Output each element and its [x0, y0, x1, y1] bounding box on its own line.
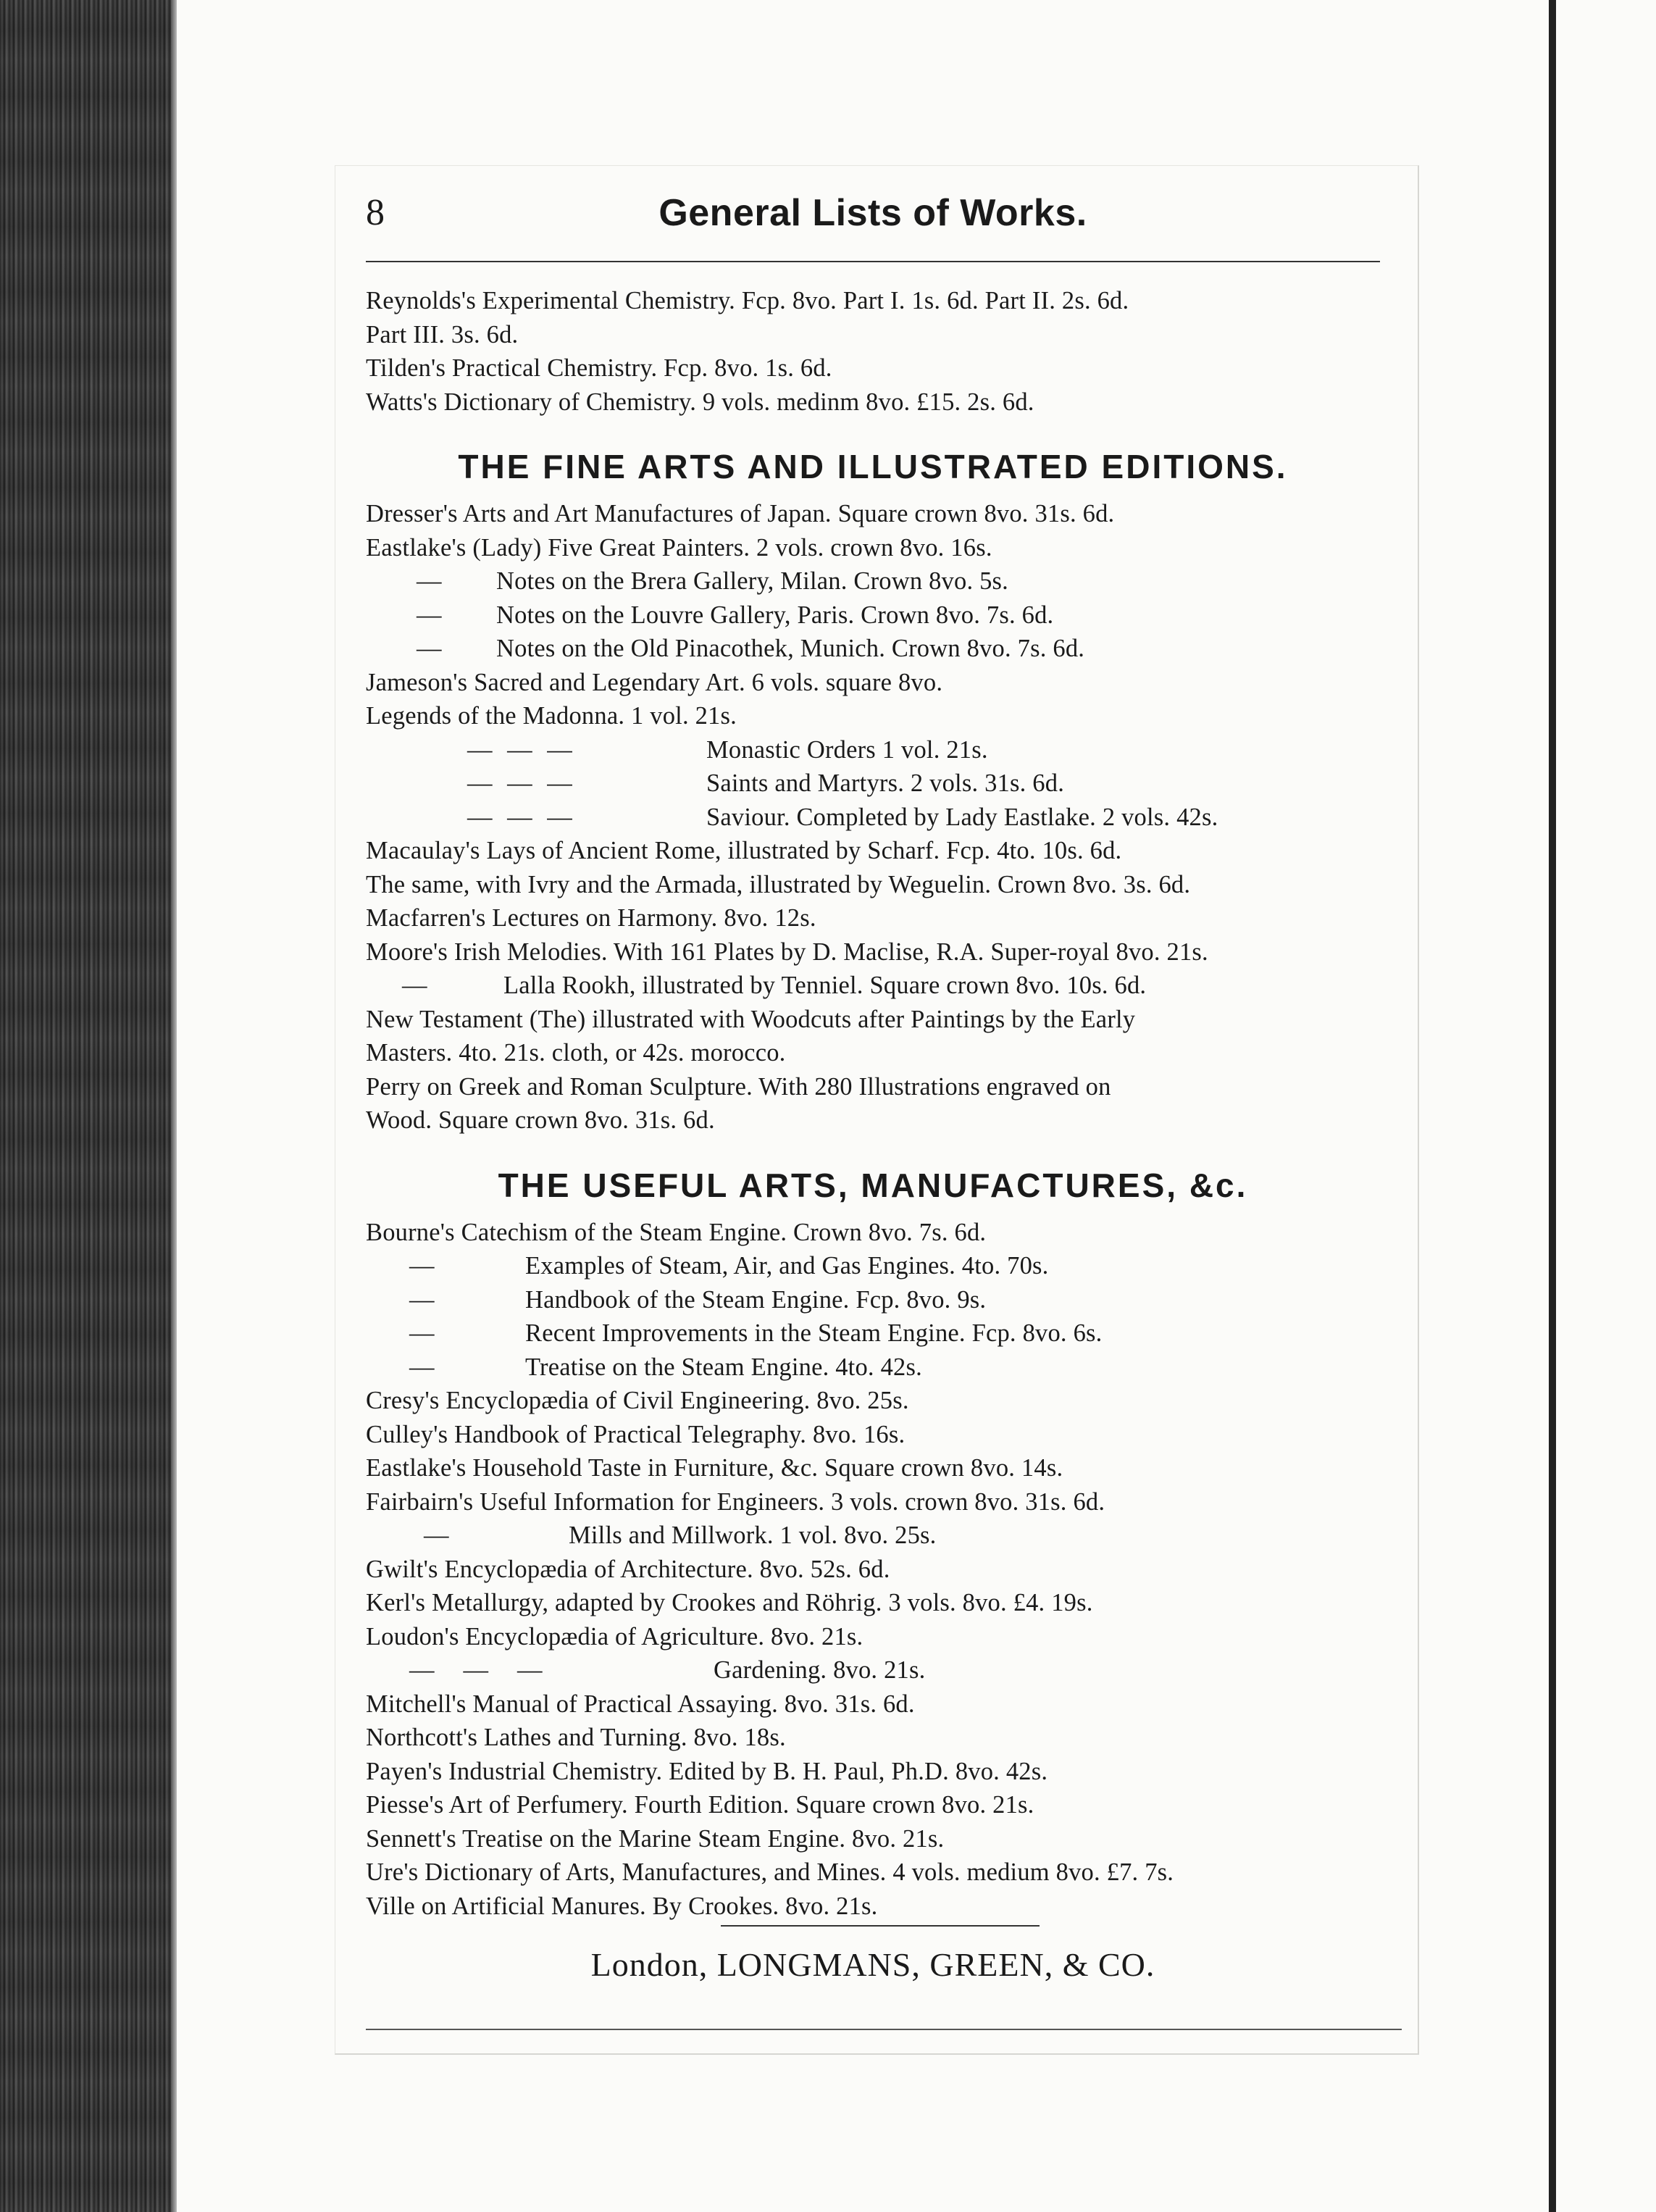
- list-item: Ure's Dictionary of Arts, Manufactures, and Mines. 4 vols. medium 8vo. £7. 7s.: [366, 1858, 1174, 1886]
- list-item-text: Notes on the Brera Gallery, Milan. Crown 8vo. 5s.: [496, 567, 1009, 595]
- list-item: Bourne's Catechism of the Steam Engine. Crown 8vo. 7s. 6d.: [366, 1218, 987, 1246]
- page-header: [366, 190, 1380, 248]
- list-item: Reynolds's Experimental Chemistry. Fcp. 8vo. Part I. 1s. 6d. Part II. 2s. 6d.: [366, 287, 1129, 314]
- list-item: Northcott's Lathes and Turning. 8vo. 18s.: [366, 1724, 786, 1751]
- list-item-sub: [366, 632, 1380, 666]
- list-item-sub: [366, 1283, 1380, 1317]
- list-item: Macfarren's Lectures on Harmony. 8vo. 12s.: [366, 904, 816, 932]
- list-item-sub: [366, 801, 1380, 835]
- footer-rule: [721, 1925, 1040, 1927]
- list-item: Loudon's Encyclopædia of Agriculture. 8vo. 21s.: [366, 1622, 863, 1650]
- list-item-sub: [366, 1519, 1380, 1553]
- page-content: [366, 284, 1380, 1923]
- list-item-text: Saviour. Completed by Lady Eastlake. 2 vols. 42s.: [706, 803, 1218, 831]
- list-item: Eastlake's (Lady) Five Great Painters. 2 vols. crown 8vo. 16s.: [366, 533, 992, 562]
- ditto-dash: —: [417, 567, 442, 595]
- ditto-dash: — — —: [467, 735, 577, 764]
- list-item-sub: [366, 1653, 1380, 1687]
- book-spine: [0, 0, 171, 2212]
- list-item: Gwilt's Encyclopædia of Architecture. 8vo. 52s. 6d.: [366, 1555, 890, 1583]
- list-item-sub: [366, 598, 1380, 633]
- list-item-text: Treatise on the Steam Engine. 4to. 42s.: [525, 1353, 922, 1381]
- ditto-dash: —: [409, 1319, 435, 1347]
- list-item: Mitchell's Manual of Practical Assaying. 8vo. 31s. 6d.: [366, 1690, 915, 1718]
- list-item-continuation: Masters. 4to. 21s. cloth, or 42s. morocco.: [366, 1039, 786, 1067]
- ditto-dash: —: [417, 635, 442, 662]
- list-item-text: Gardening. 8vo. 21s.: [714, 1656, 926, 1684]
- list-item-continuation: Part III. 3s. 6d.: [366, 320, 519, 349]
- list-item-text: Recent Improvements in the Steam Engine. Fcp. 8vo. 6s.: [525, 1319, 1103, 1347]
- list-item-sub: [366, 969, 1380, 1003]
- list-item: Cresy's Encyclopædia of Civil Engineering. 8vo. 25s.: [366, 1387, 909, 1414]
- ditto-dash: —: [409, 1353, 435, 1381]
- ditto-dash: —: [424, 1522, 449, 1549]
- list-item: Perry on Greek and Roman Sculpture. With 280 Illustrations engraved on: [366, 1072, 1111, 1101]
- list-item: Fairbairn's Useful Information for Engineers. 3 vols. crown 8vo. 31s. 6d.: [366, 1487, 1105, 1516]
- list-item: The same, with Ivry and the Armada, illustrated by Weguelin. Crown 8vo. 3s. 6d.: [366, 870, 1191, 898]
- list-item: Dresser's Arts and Art Manufactures of Japan. Square crown 8vo. 31s. 6d.: [366, 500, 1115, 527]
- ditto-dash: —: [417, 601, 442, 629]
- ditto-dash: ———: [409, 1656, 543, 1684]
- list-item-sub: [366, 1316, 1380, 1351]
- list-item: Culley's Handbook of Practical Telegraphy. 8vo. 16s.: [366, 1420, 906, 1448]
- ditto-dash: — — —: [467, 769, 577, 797]
- list-item: Sennett's Treatise on the Marine Steam Engine. 8vo. 21s.: [366, 1824, 945, 1853]
- running-title: General Lists of Works.: [658, 192, 1087, 234]
- list-item-text: Lalla Rookh, illustrated by Tenniel. Square crown 8vo. 10s. 6d.: [503, 972, 1147, 999]
- section-heading-useful-arts: THE USEFUL ARTS, MANUFACTURES, &c.: [498, 1166, 1248, 1204]
- list-item-continuation: Wood. Square crown 8vo. 31s. 6d.: [366, 1106, 715, 1134]
- list-item-sub: [366, 1249, 1380, 1283]
- list-item: Payen's Industrial Chemistry. Edited by B. H. Paul, Ph.D. 8vo. 42s.: [366, 1757, 1048, 1785]
- list-item-sub: [366, 564, 1380, 598]
- list-item-sub: [366, 733, 1380, 767]
- ditto-dash: —: [402, 972, 427, 999]
- list-item: Ville on Artificial Manures. By Crookes. 8vo. 21s.: [366, 1892, 878, 1920]
- list-item-text: Examples of Steam, Air, and Gas Engines. 4to. 70s.: [525, 1252, 1049, 1280]
- list-item: Jameson's Sacred and Legendary Art. 6 vols. square 8vo.: [366, 668, 943, 696]
- bottom-rule: [366, 2029, 1402, 2030]
- list-item-text: Handbook of the Steam Engine. Fcp. 8vo. 9s.: [525, 1285, 987, 1314]
- list-item-sub: [366, 1351, 1380, 1385]
- list-item-text: Notes on the Old Pinacothek, Munich. Crown 8vo. 7s. 6d.: [496, 635, 1085, 662]
- list-item: Piesse's Art of Perfumery. Fourth Edition. Square crown 8vo. 21s.: [366, 1791, 1034, 1819]
- list-item-text: Mills and Millwork. 1 vol. 8vo. 25s.: [569, 1522, 937, 1549]
- header-rule: [366, 261, 1380, 262]
- section-heading-fine-arts: THE FINE ARTS AND ILLUSTRATED EDITIONS.: [458, 448, 1288, 485]
- list-item: Kerl's Metallurgy, adapted by Crookes and Röhrig. 3 vols. 8vo. £4. 19s.: [366, 1589, 1093, 1616]
- ditto-dash: —: [409, 1285, 435, 1314]
- list-item: Watts's Dictionary of Chemistry. 9 vols. medinm 8vo. £15. 2s. 6d.: [366, 388, 1034, 416]
- list-item-sub: Legends of the Madonna. 1 vol. 21s.: [366, 702, 737, 730]
- list-item: Macaulay's Lays of Ancient Rome, illustrated by Scharf. Fcp. 4to. 10s. 6d.: [366, 837, 1122, 864]
- ditto-dash: — — —: [467, 803, 577, 831]
- spine-edge: [171, 0, 177, 2212]
- list-item-text: Monastic Orders 1 vol. 21s.: [706, 735, 988, 764]
- page-edge-rule: [1549, 0, 1556, 2212]
- list-item-text: Saints and Martyrs. 2 vols. 31s. 6d.: [706, 769, 1065, 797]
- list-item: New Testament (The) illustrated with Woodcuts after Paintings by the Early: [366, 1005, 1136, 1033]
- list-item: Eastlake's Household Taste in Furniture, &c. Square crown 8vo. 14s.: [366, 1454, 1063, 1482]
- ditto-dash: —: [409, 1252, 435, 1280]
- list-item: Moore's Irish Melodies. With 161 Plates by D. Maclise, R.A. Super-royal 8vo. 21s.: [366, 938, 1208, 966]
- publisher-imprint: London, LONGMANS, GREEN, & CO.: [590, 1946, 1155, 1983]
- list-item-text: Notes on the Louvre Gallery, Paris. Crown 8vo. 7s. 6d.: [496, 601, 1054, 629]
- list-item: Tilden's Practical Chemistry. Fcp. 8vo. 1s. 6d.: [366, 354, 832, 382]
- list-item-sub: [366, 767, 1380, 801]
- page-number: 8: [366, 192, 385, 233]
